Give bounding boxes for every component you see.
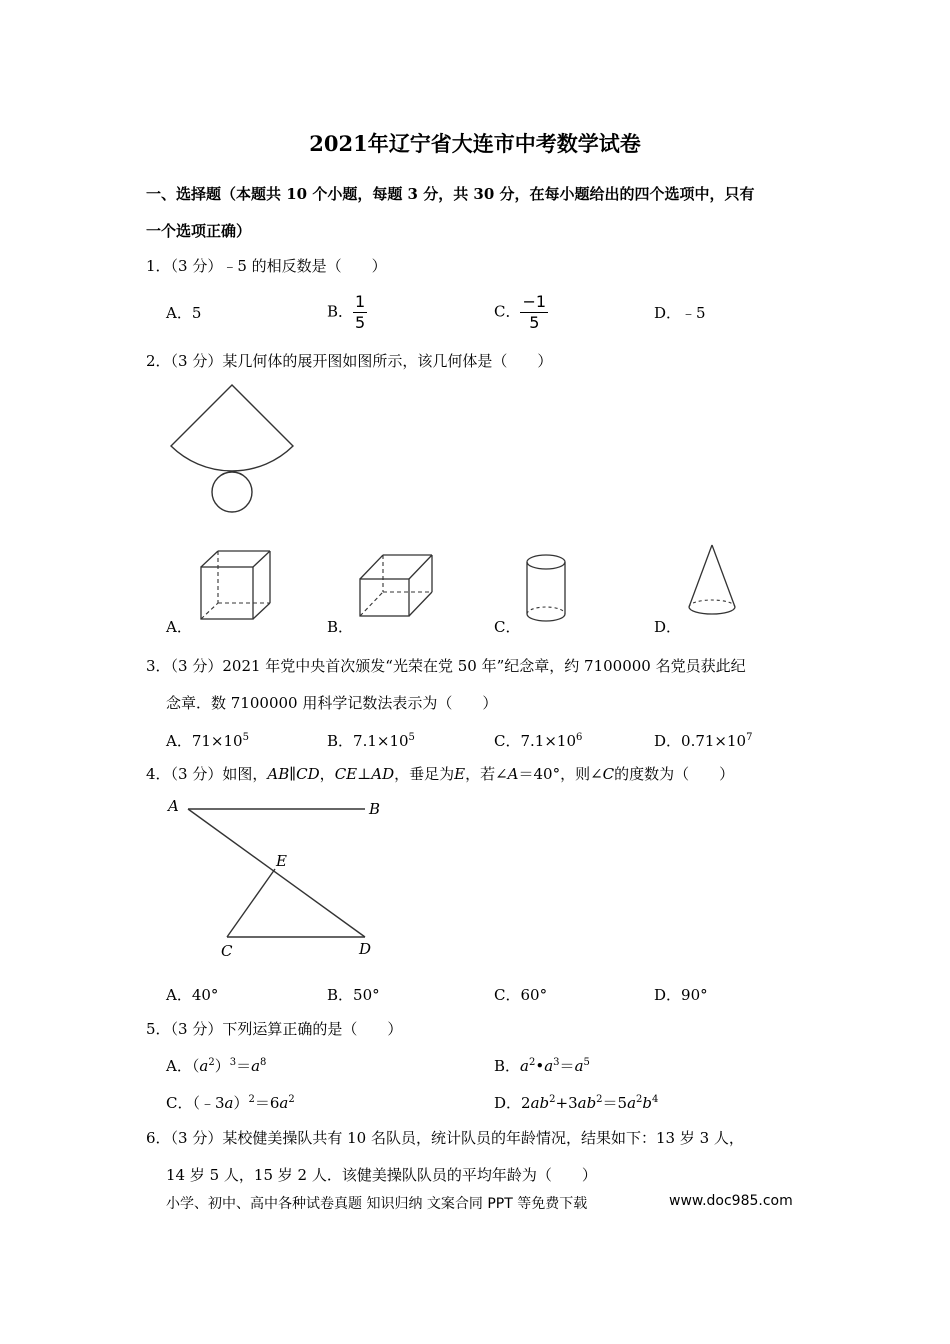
q4-ad: AD	[371, 765, 395, 783]
q1-b-denominator: 5	[355, 313, 366, 332]
q5-option-d: D．$2ab^2+3ab^2=5a^2b^4$	[494, 1094, 659, 1112]
q1-option-b	[327, 292, 367, 333]
q3-option-a	[166, 730, 249, 751]
q4-option-c: C．60°	[494, 986, 548, 1004]
q3-a-base: A．71×10	[166, 732, 243, 750]
q3-b-base: B．7.1×10	[327, 732, 409, 750]
q4-sep1: ，	[319, 765, 335, 783]
page-title: 2021年辽宁省大连市中考数学试卷	[309, 131, 641, 156]
q4-option-b: B．50°	[327, 986, 380, 1004]
footer-promo-text: 小学、初中、高中各种试卷真题 知识归纳 文案合同 PPT 等免费下载	[166, 1196, 588, 1212]
q4-mid3: ＝40°，则∠	[518, 765, 603, 783]
q5-a-label: A．	[166, 1057, 192, 1075]
q4-label-b: B	[369, 800, 381, 818]
q1-option-a: A．5	[166, 304, 202, 322]
q4-label-c: C	[221, 942, 233, 960]
q3-option-c	[494, 730, 582, 751]
q4-label-a: A	[168, 797, 179, 815]
question-6-text-line2: 14 岁 5 人，15 岁 2 人．该健美操队队员的平均年龄为（ ）	[166, 1166, 597, 1184]
q4-option-a: A．40°	[166, 986, 219, 1004]
q3-option-d	[654, 730, 752, 751]
question-3-text-line1: 3．（3 分）2021 年党中央首次颁发“光荣在党 50 年”纪念章，约 7100000 名党员获此纪	[146, 657, 746, 675]
q4-ce: CE	[334, 765, 358, 783]
q3-option-b	[327, 730, 415, 751]
q1-option-c-fraction	[520, 292, 548, 333]
q1-option-d: D．﹣5	[654, 304, 706, 322]
question-5-text: 5．（3 分）下列运算正确的是（ ）	[146, 1020, 403, 1038]
q5-option-c: C．$(﹣3a)^2=6a^2$	[166, 1094, 295, 1112]
q1-b-numerator: 1	[355, 292, 366, 311]
q4-geometry-figure	[160, 794, 390, 964]
q3-b-exponent: 5	[408, 732, 415, 743]
q2-option-d: D．	[654, 618, 682, 636]
section-heading-line1: 一、选择题（本题共 10 个小题，每题 3 分，共 30 分，在每小题给出的四个选项中，只有	[146, 185, 755, 203]
q2-option-b-cuboid	[357, 550, 437, 620]
q1-c-denominator: 5	[529, 313, 540, 332]
footer-website-link[interactable]: www.doc985.com	[669, 1193, 793, 1209]
q5-option-a: A．$(a^2)^3=a^8$	[166, 1057, 267, 1075]
q4-ab: AB	[267, 765, 290, 783]
q2-option-a: A．	[166, 618, 192, 636]
q3-a-exponent: 5	[242, 732, 249, 743]
question-6-text-line1: 6．（3 分）某校健美操队共有 10 名队员，统计队员的年龄情况，结果如下：13 岁 3 人，	[146, 1129, 744, 1147]
q2-option-d-cone	[684, 542, 744, 620]
q4-option-d: D．90°	[654, 986, 708, 1004]
q2-option-a-cube	[196, 547, 276, 623]
q2-option-b: B．	[327, 618, 354, 636]
q1-option-b-label: B．	[327, 302, 354, 321]
q4-mid: ，垂足为	[394, 765, 455, 783]
q5-d-label: D．	[494, 1094, 522, 1112]
q2-net-figure	[160, 383, 310, 518]
q5-c-label: C．	[166, 1094, 193, 1112]
q1-c-numerator: −1	[522, 292, 547, 311]
question-3-text-line2: 念章．数 7100000 用科学记数法表示为（ ）	[166, 694, 498, 712]
q5-option-b: B．$a^2•a^3=a^5$	[494, 1057, 590, 1075]
q4-a: A	[507, 765, 519, 783]
section-heading-line2: 一个选项正确）	[146, 222, 252, 240]
q3-d-exponent: 7	[746, 732, 753, 743]
q3-d-base: D．0.71×10	[654, 732, 747, 750]
question-1-text: 1．（3 分）﹣5 的相反数是（ ）	[146, 257, 387, 275]
q2-option-c: C．	[494, 618, 521, 636]
q4-cd: CD	[296, 765, 320, 783]
q4-text-pre: 4．（3 分）如图，	[146, 765, 268, 783]
question-2-text: 2．（3 分）某几何体的展开图如图所示，该几何体是（ ）	[146, 352, 553, 370]
q4-parallel-sign: ∥	[289, 765, 297, 783]
q4-label-e: E	[276, 852, 287, 870]
q4-tail: 的度数为（ ）	[614, 765, 735, 783]
q1-option-c	[494, 292, 548, 333]
q5-b-label: B．	[494, 1057, 521, 1075]
q3-c-exponent: 6	[576, 732, 583, 743]
question-4-text	[146, 763, 734, 784]
q4-mid2: ，若∠	[465, 765, 508, 783]
q4-label-d: D	[359, 940, 372, 958]
q1-option-c-label: C．	[494, 302, 521, 321]
q1-option-b-fraction	[353, 292, 367, 333]
q2-option-c-cylinder	[524, 552, 570, 622]
q3-c-base: C．7.1×10	[494, 732, 576, 750]
q4-c: C	[602, 765, 615, 783]
q4-perp-sign: ⊥	[357, 765, 372, 783]
q4-e: E	[454, 765, 466, 783]
